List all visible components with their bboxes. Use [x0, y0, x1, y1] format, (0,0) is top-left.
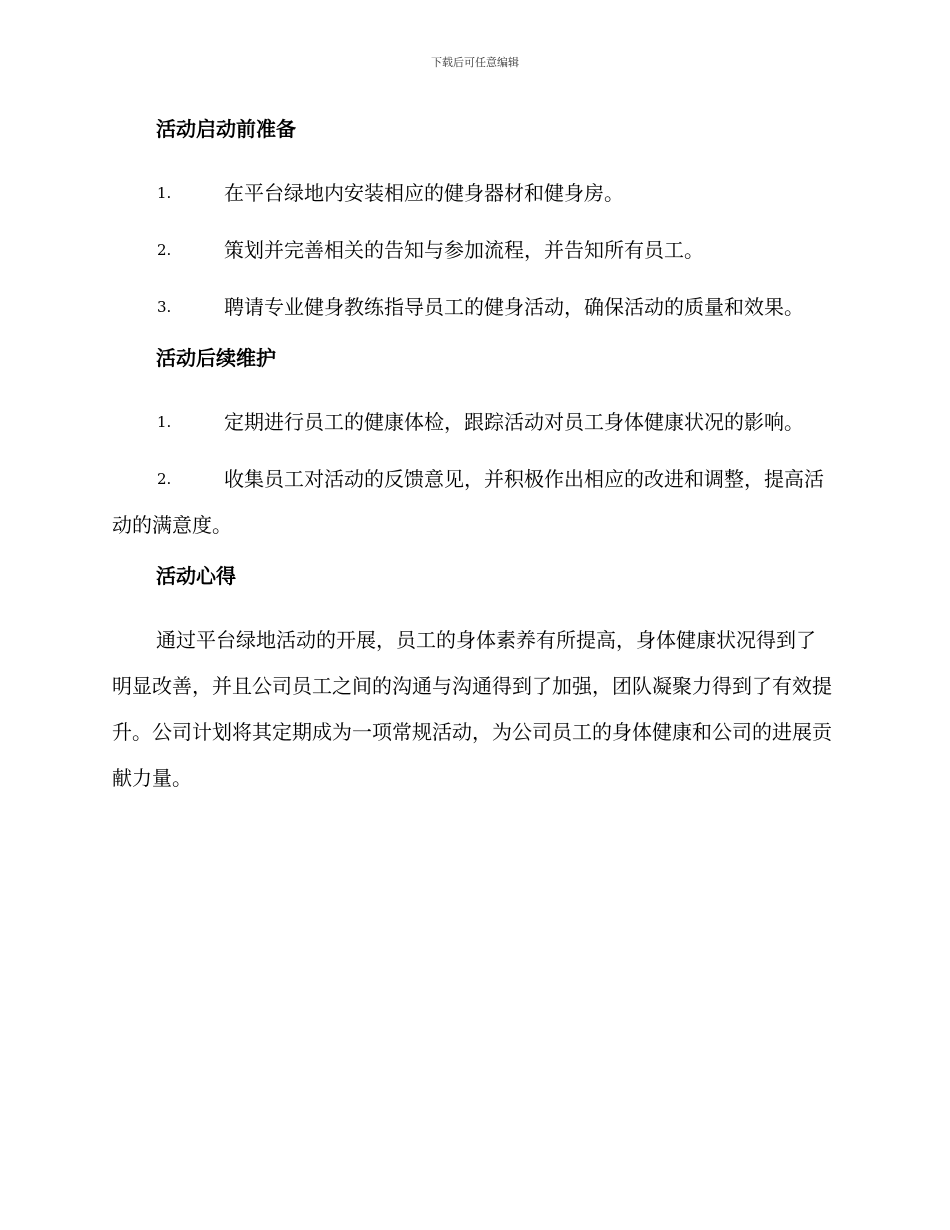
section-maintenance: [112, 341, 834, 548]
list-number: 2.: [157, 470, 172, 488]
list-number: 1.: [157, 184, 172, 202]
list-text: 聘请专业健身教练指导员工的健身活动，确保活动的质量和效果。: [224, 295, 804, 319]
list-item: [112, 399, 834, 445]
list-item: [112, 227, 834, 273]
section-heading: 活动启动前准备: [156, 117, 296, 141]
list-text: 收集员工对活动的反馈意见，并积极作出相应的改进和调整，提高活动的满意度。: [112, 467, 824, 537]
section-preparation: [112, 112, 834, 330]
document-body: [112, 112, 834, 801]
page-header: 下载后可任意编辑: [431, 56, 519, 69]
list-text: 策划并完善相关的告知与参加流程，并告知所有员工。: [224, 238, 704, 262]
list-item: [112, 456, 834, 548]
section-heading: 活动后续维护: [156, 346, 276, 370]
section-reflection: [112, 559, 834, 801]
list-number: 1.: [157, 413, 172, 431]
list-item: [112, 170, 834, 216]
list-text: 定期进行员工的健康体检，跟踪活动对员工身体健康状况的影响。: [224, 410, 804, 434]
section-heading: 活动心得: [156, 564, 236, 588]
list-number: 2.: [157, 241, 172, 259]
list-item: [112, 284, 834, 330]
list-number: 3.: [157, 298, 172, 316]
list-text: 在平台绿地内安装相应的健身器材和健身房。: [224, 181, 624, 205]
body-paragraph: 通过平台绿地活动的开展，员工的身体素养有所提高，身体健康状况得到了明显改善，并且公司员工之间的沟通与沟通得到了加强，团队凝聚力得到了有效提升。公司计划将其定期成为一项常规活动，为公司员工的身体健康和公司的进展贡献力量。: [112, 628, 832, 790]
